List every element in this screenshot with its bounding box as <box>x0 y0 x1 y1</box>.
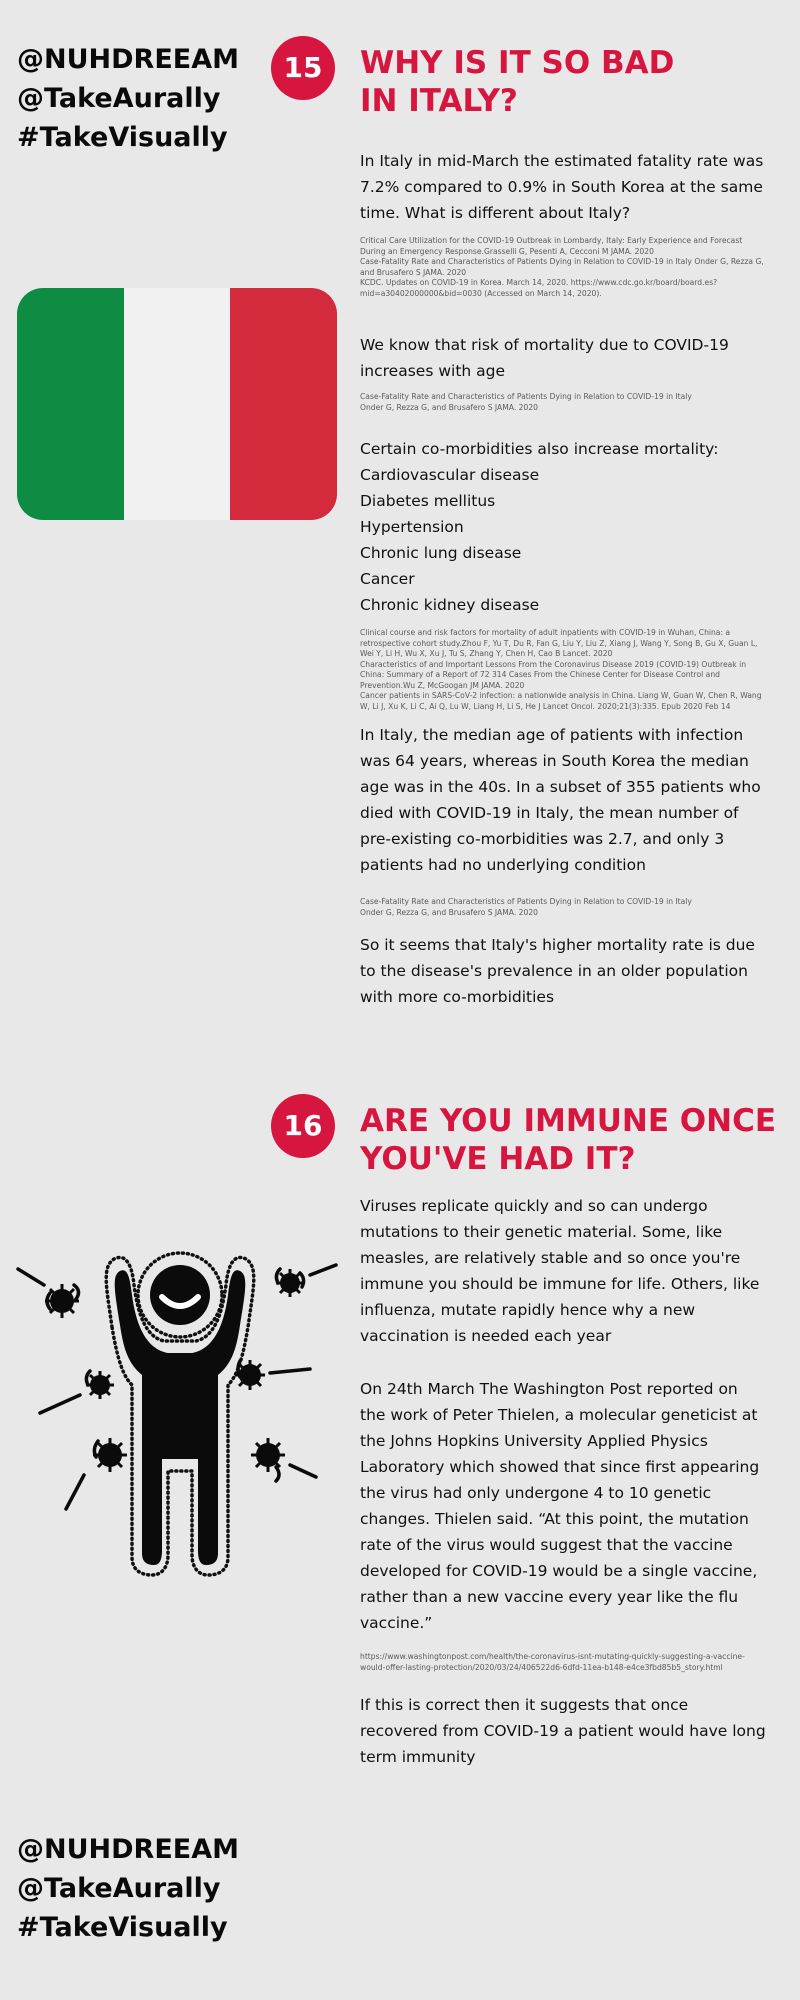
list-item: Hypertension <box>360 518 464 536</box>
handle-takeaurally[interactable]: @TakeAurally <box>17 1873 221 1904</box>
section-15-references-3 <box>360 628 770 712</box>
reference: Onder G, Rezza G, and Brusafero S JAMA. 2020 <box>360 402 539 412</box>
reference: Cancer patients in SARS-CoV-2 infection: a nationwide analysis in China. Liang W, Guan W, Chen R, Wang W, Li J, Xu K, Li C, Ai Q, Lu W, Liang H, Li S, He J Lancet Oncol. 2020;21(3):335. Epub 2020 Feb 14 <box>360 691 762 711</box>
section-16-paragraph-1: Viruses replicate quickly and so can undergo mutations to their genetic material. Some, like measles, are relatively stable and so once you're immune you should be immune for life. Others, like influenza, mutate rapidly hence why a new vaccination is needed each year <box>360 1197 760 1345</box>
section-16-title: ARE YOU IMMUNE ONCE YOU'VE HAD IT? <box>360 1103 777 1177</box>
section-16-paragraph-2: On 24th March The Washington Post reported on the work of Peter Thielen, a molecular geneticist at the Johns Hopkins University Applied Physics Laboratory which showed that since first appearing the virus had only undergone 4 to 10 genetic changes. Thielen said. “At this point, the mutation rate of the virus would suggest that the vaccine developed for COVID-19 would be a single vaccine, rather than a new vaccine every year like the flu vaccine.” <box>360 1380 760 1632</box>
reference: Case-Fatality Rate and Characteristics of Patients Dying in Relation to COVID-19 in Italy <box>360 392 692 401</box>
section-16-conclusion: If this is correct then it suggests that once recovered from COVID-19 a patient would have long term immunity <box>360 1696 766 1766</box>
reference: Clinical course and risk factors for mortality of adult inpatients with COVID-19 in Wuhan, China: a retrospective cohort study.Zhou F, Yu T, Du R, Fan G, Liu Y, Liu Z, Xiang J, Wang Y, Song B, Gu X, Guan L, Wei Y, Li H, Wu X, Xu J, Tu S, Zhang Y, Chen H, Cao B Lancet. 2020 <box>360 628 758 658</box>
section-number-16: 16 <box>271 1094 335 1158</box>
list-item: Diabetes mellitus <box>360 492 496 510</box>
section-15-references-1 <box>360 236 770 299</box>
section-15-paragraph-3: Certain co-morbidities also increase mortality: <box>360 440 719 458</box>
section-15-paragraph-1: In Italy in mid-March the estimated fatality rate was 7.2% compared to 0.9% in South Korea at the same time. What is different about Italy? <box>360 152 764 222</box>
handle-nuhdreeam[interactable]: @NUHDREEAM <box>17 1834 239 1865</box>
section-15-references-4 <box>360 897 770 918</box>
list-item: Chronic lung disease <box>360 544 522 562</box>
reference: Critical Care Utilization for the COVID-19 Outbreak in Lombardy, Italy: Early Experience and Forecast During an Emergency Response.Grasselli G, Pesenti A, Cecconi M JAMA. 2020 <box>360 236 743 256</box>
reference: Case-Fatality Rate and Characteristics of Patients Dying in Relation to COVID-19 in Italy Onder G, Rezza G, and Brusafero S JAMA. 2020 <box>360 257 764 277</box>
reference: Onder G, Rezza G, and Brusafero S JAMA. 2020 <box>360 907 539 917</box>
section-15-title: WHY IS IT SO BAD IN ITALY? <box>360 45 675 119</box>
hashtag-takevisually[interactable]: #TakeVisually <box>17 122 228 153</box>
reference: Case-Fatality Rate and Characteristics of Patients Dying in Relation to COVID-19 in Italy <box>360 897 692 906</box>
list-item: Cardiovascular disease <box>360 466 540 484</box>
section-15-conclusion: So it seems that Italy's higher mortality rate is due to the disease's prevalence in an older population with more co-morbidities <box>360 936 755 1006</box>
reference: KCDC. Updates on COVID-19 in Korea. March 14, 2020. https://www.cdc.go.kr/board/board.es?mid=a30402000000&bid=0030 (Accessed on March 14, 2020). <box>360 278 718 298</box>
section-15-paragraph-4: In Italy, the median age of patients with infection was 64 years, whereas in South Korea the median age was in the 40s. In a subset of 355 patients who died with COVID-19 in Italy, the mean number of pre-existing co-morbidities was 2.7, and only 3 patients had no underlying condition <box>360 726 761 874</box>
social-handles-bottom <box>17 1830 239 1947</box>
list-item: Cancer <box>360 570 415 588</box>
section-number-15: 15 <box>271 36 335 100</box>
list-item: Chronic kidney disease <box>360 596 540 614</box>
flag-green-band <box>17 288 124 520</box>
flag-white-band <box>124 288 231 520</box>
comorbidity-list <box>360 462 770 618</box>
hashtag-takevisually[interactable]: #TakeVisually <box>17 1912 228 1943</box>
section-16-references-1 <box>360 1652 770 1673</box>
reference: Characteristics of and Important Lessons From the Coronavirus Disease 2019 (COVID-19) Outbreak in China: Summary of a Report of 72 314 Cases From the Chinese Center for Disease Control and Prevention.Wu Z, McGoogan JM JAMA. 2020 <box>360 659 747 690</box>
section-15-paragraph-2: We know that risk of mortality due to COVID-19 increases with age <box>360 336 729 380</box>
italy-flag-icon <box>17 288 337 520</box>
handle-takeaurally[interactable]: @TakeAurally <box>17 83 221 114</box>
handle-nuhdreeam[interactable]: @NUHDREEAM <box>17 44 239 75</box>
person-surrounded-by-viruses-icon <box>10 1245 350 1585</box>
section-15-references-2 <box>360 392 770 413</box>
reference-link[interactable]: https://www.washingtonpost.com/health/the-coronavirus-isnt-mutating-quickly-suggesting-a-vaccine-would-offer-lasting-protection/2020/03/24/406522d6-6dfd-11ea-b148-e4ce3fbd85b5_story.html <box>360 1652 745 1672</box>
flag-red-band <box>230 288 337 520</box>
social-handles-top <box>17 40 239 157</box>
